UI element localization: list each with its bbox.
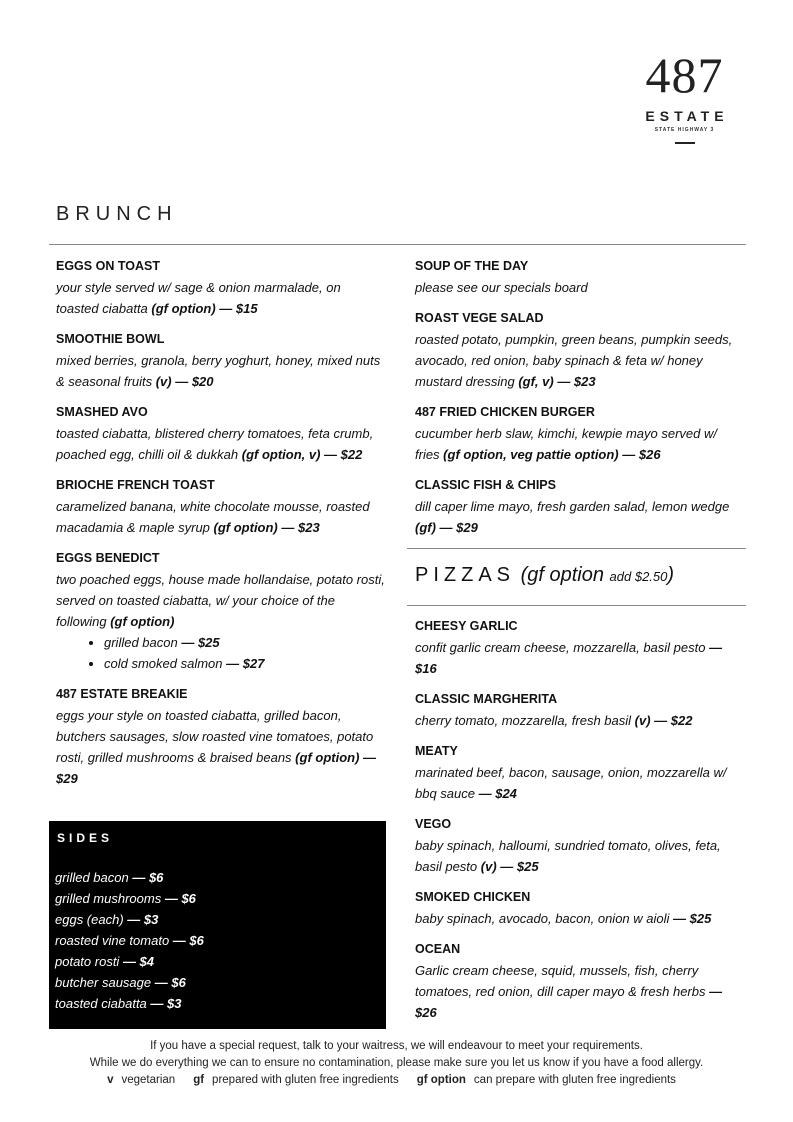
menu-item — [56, 684, 386, 789]
item-description: marinated beef, bacon, sausage, onion, mozzarella w/ bbq sauce — $24 — [415, 765, 727, 801]
item-name: SMOOTHIE BOWL — [56, 332, 165, 346]
item-name: CHEESY GARLIC — [415, 619, 518, 633]
logo-word: ESTATE — [645, 108, 729, 124]
item-description: two poached eggs, house made hollandaise, potato rosti, served on toasted ciabatta, w/ your choice of the following (gf option) — [56, 572, 385, 629]
logo-divider — [675, 142, 695, 144]
side-item: toasted ciabatta — $3 — [55, 996, 182, 1011]
menu-item — [415, 814, 740, 877]
sides-list — [55, 867, 204, 1014]
option-item: • cold smoked salmon — $27 — [104, 653, 386, 674]
legend-key: gf — [193, 1074, 205, 1086]
item-description: confit garlic cream cheese, mozzarella, basil pesto — $16 — [415, 640, 723, 676]
item-name: SMOKED CHICKEN — [415, 890, 531, 904]
item-description: eggs your style on toasted ciabatta, grilled bacon, butchers sausages, slow roasted vine tomatoes, potato rosti, grilled mushrooms & braised beans (gf option) — $29 — [56, 708, 377, 786]
item-description: baby spinach, avocado, bacon, onion w aioli — $25 — [415, 911, 712, 926]
pizza-bottom-divider — [407, 605, 746, 606]
footer-allergy-note: While we do everything we can to ensure no contamination, please make sure you let us know if you have a food allergy. — [89, 1057, 704, 1069]
sides-panel — [49, 821, 386, 1029]
side-item: potato rosti — $4 — [55, 954, 155, 969]
item-name: VEGO — [415, 817, 452, 831]
menu-item — [415, 308, 740, 392]
item-description: caramelized banana, white chocolate mousse, roasted macadamia & maple syrup (gf option) — $23 — [56, 499, 370, 535]
menu-item — [415, 256, 740, 298]
dietary-legend — [0, 1072, 793, 1089]
item-description: roasted potato, pumpkin, green beans, pumpkin seeds, avocado, red onion, baby spinach & feta w/ honey mustard dressing (gf, v) — $23 — [415, 332, 733, 389]
menu-item — [415, 475, 740, 538]
footer — [0, 1038, 793, 1089]
side-item: grilled mushrooms — $6 — [55, 891, 196, 906]
item-name: MEATY — [415, 744, 458, 758]
side-item: grilled bacon — $6 — [55, 870, 164, 885]
menu-item — [56, 475, 386, 538]
item-name: BRIOCHE FRENCH TOAST — [56, 478, 215, 492]
legend-text: can prepare with gluten free ingredients — [473, 1074, 676, 1086]
option-item: • grilled bacon — $25 — [104, 632, 386, 653]
menu-item — [415, 887, 740, 929]
side-item: eggs (each) — $3 — [55, 912, 159, 927]
side-item: butcher sausage — $6 — [55, 975, 186, 990]
item-description: please see our specials board — [415, 280, 588, 295]
legend-text: vegetarian — [121, 1074, 176, 1086]
pizza-column — [415, 616, 740, 1033]
item-name: EGGS ON TOAST — [56, 259, 160, 273]
item-name: CLASSIC FISH & CHIPS — [415, 478, 556, 492]
legend-key: gf option — [416, 1074, 466, 1086]
brunch-left-column — [56, 256, 386, 799]
menu-item — [415, 402, 740, 465]
menu-item — [415, 616, 740, 679]
menu-item — [56, 329, 386, 392]
pizza-top-divider — [407, 548, 746, 549]
menu-item — [56, 256, 386, 319]
menu-item — [56, 548, 386, 674]
item-name: SOUP OF THE DAY — [415, 259, 529, 273]
item-description: toasted ciabatta, blistered cherry tomatoes, feta crumb, poached egg, chilli oil & dukkah (gf option, v) — $22 — [56, 426, 374, 462]
legend-text: prepared with gluten free ingredients — [212, 1074, 399, 1086]
pizzas-heading: PIZZAS (gf option add $2.50) — [415, 564, 675, 586]
item-description: your style served w/ sage & onion marmalade, on toasted ciabatta (gf option) — $15 — [56, 280, 341, 316]
brunch-divider — [49, 244, 746, 245]
legend-key: v — [107, 1074, 114, 1086]
item-description: baby spinach, halloumi, sundried tomato, olives, feta, basil pesto (v) — $25 — [415, 838, 721, 874]
footer-request-note: If you have a special request, talk to your waitress, we will endeavour to meet your requirements. — [150, 1040, 643, 1052]
logo-number: 487 — [645, 47, 724, 103]
menu-item — [415, 741, 740, 804]
item-name: EGGS BENEDICT — [56, 551, 160, 565]
brunch-right-column — [415, 256, 740, 548]
sides-heading: SIDES — [57, 831, 114, 845]
item-name: 487 ESTATE BREAKIE — [56, 687, 188, 701]
benedict-options — [56, 632, 386, 674]
item-description: cucumber herb slaw, kimchi, kewpie mayo served w/ fries (gf option, veg pattie option) — $26 — [415, 426, 718, 462]
menu-item — [415, 689, 740, 731]
item-name: 487 FRIED CHICKEN BURGER — [415, 405, 595, 419]
item-description: dill caper lime mayo, fresh garden salad, lemon wedge (gf) — $29 — [415, 499, 730, 535]
menu-item — [415, 939, 740, 1023]
brunch-heading: BRUNCH — [56, 203, 178, 225]
item-name: CLASSIC MARGHERITA — [415, 692, 558, 706]
logo-subtitle: STATE HIGHWAY 3 — [654, 127, 715, 133]
item-description: cherry tomato, mozzarella, fresh basil (v) — $22 — [415, 713, 693, 728]
item-description: Garlic cream cheese, squid, mussels, fish, cherry tomatoes, red onion, dill caper mayo & fresh herbs — $26 — [415, 963, 723, 1020]
menu-item — [56, 402, 386, 465]
side-item: roasted vine tomato — $6 — [55, 933, 204, 948]
item-name: ROAST VEGE SALAD — [415, 311, 544, 325]
item-name: OCEAN — [415, 942, 461, 956]
item-name: SMASHED AVO — [56, 405, 148, 419]
item-description: mixed berries, granola, berry yoghurt, honey, mixed nuts & seasonal fruits (v) — $20 — [56, 353, 381, 389]
logo — [622, 47, 747, 144]
